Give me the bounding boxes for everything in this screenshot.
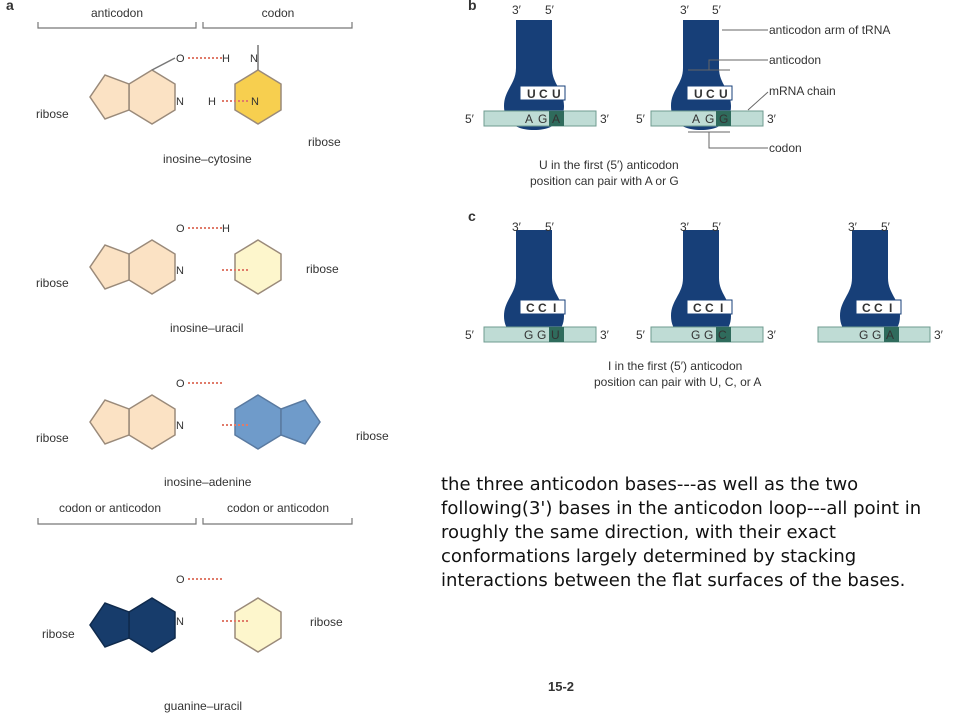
explanatory-caption: the three anticodon bases---as well as the two following(3') bases in the anticodon loop---all point in roughly the same direction, with their exact conformations largely determined by stacking interactions between the flat surfaces of the bases. xyxy=(441,474,922,591)
atom-labels xyxy=(176,53,259,628)
trna-c-2 xyxy=(636,220,777,342)
anticodon-base: C xyxy=(706,87,715,101)
ribose-label: ribose xyxy=(308,135,341,149)
svg-text:G: G xyxy=(524,328,534,342)
svg-text:3′: 3′ xyxy=(512,220,521,234)
ribose-label: ribose xyxy=(36,276,69,290)
trna-b-left xyxy=(465,3,610,130)
svg-text:C: C xyxy=(526,301,535,315)
svg-text:5′: 5′ xyxy=(545,3,554,17)
svg-text:3′: 3′ xyxy=(934,328,943,342)
pair-name: inosine–uracil xyxy=(170,321,244,335)
svg-text:5′: 5′ xyxy=(465,112,474,126)
svg-text:5′: 5′ xyxy=(636,112,645,126)
pair-guanine-uracil xyxy=(42,579,343,713)
panel-c-letter: c xyxy=(468,208,476,224)
svg-text:3′: 3′ xyxy=(680,3,689,17)
codon-base: A xyxy=(525,112,534,126)
svg-text:N: N xyxy=(176,616,184,628)
svg-text:N: N xyxy=(176,265,184,277)
pair-name: inosine–adenine xyxy=(164,475,252,489)
trna-b-right xyxy=(636,3,777,130)
svg-text:C: C xyxy=(705,301,714,315)
svg-text:3′: 3′ xyxy=(512,3,521,17)
svg-text:O: O xyxy=(176,223,185,235)
svg-text:G: G xyxy=(691,328,701,342)
inosine-ring xyxy=(90,395,175,449)
svg-text:C: C xyxy=(874,301,883,315)
svg-text:5′: 5′ xyxy=(465,328,474,342)
header-codon: codon xyxy=(261,6,295,20)
ribose-label: ribose xyxy=(36,431,69,445)
pair-name: guanine–uracil xyxy=(164,699,243,713)
panel-b-caption-2: position can pair with A or G xyxy=(530,174,679,188)
ribose-label: ribose xyxy=(42,627,75,641)
uracil-ring xyxy=(235,598,281,652)
panel-b-caption-1: U in the first (5′) anticodon xyxy=(539,158,679,172)
svg-text:C: C xyxy=(538,301,547,315)
svg-text:H: H xyxy=(222,223,230,235)
codon-bracket xyxy=(203,22,352,28)
page-number: 15-2 xyxy=(548,679,575,694)
codon-base: A xyxy=(692,112,701,126)
guanine-ring xyxy=(90,598,175,652)
panel-c-caption-1: I in the first (5′) anticodon xyxy=(608,359,743,373)
lower-header-right: codon or anticodon xyxy=(226,501,330,515)
lower-bracket-right xyxy=(203,518,352,524)
adenine-ring xyxy=(235,395,281,449)
uracil-ring xyxy=(235,240,281,294)
label-anticodon-arm: anticodon arm of tRNA xyxy=(769,23,891,37)
svg-text:3′: 3′ xyxy=(680,220,689,234)
panel-c-caption-2: position can pair with U, C, or A xyxy=(594,375,762,389)
svg-text:C: C xyxy=(862,301,871,315)
svg-text:H: H xyxy=(222,53,230,65)
codon-base: G xyxy=(719,112,729,126)
svg-text:O: O xyxy=(176,53,185,65)
svg-text:5′: 5′ xyxy=(881,220,890,234)
svg-text:N: N xyxy=(176,420,184,432)
anticodon-base: U xyxy=(527,87,536,101)
trna-c-3 xyxy=(818,220,944,342)
svg-text:G: G xyxy=(859,328,869,342)
ribose-label: ribose xyxy=(36,107,69,121)
ribose-label: ribose xyxy=(310,615,343,629)
svg-text:O: O xyxy=(176,378,185,390)
svg-text:3′: 3′ xyxy=(600,328,609,342)
svg-text:I: I xyxy=(720,301,724,315)
svg-text:3′: 3′ xyxy=(600,112,609,126)
lower-bracket-left xyxy=(38,518,196,524)
anticodon-bracket xyxy=(38,22,196,28)
inosine-ring xyxy=(90,70,175,124)
svg-text:I: I xyxy=(553,301,557,315)
lower-header-left: codon or anticodon xyxy=(58,501,162,515)
svg-text:5′: 5′ xyxy=(712,3,721,17)
label-anticodon: anticodon xyxy=(769,53,822,67)
anticodon-base: C xyxy=(539,87,548,101)
svg-text:O: O xyxy=(176,574,185,586)
pair-inosine-adenine xyxy=(36,383,389,489)
svg-text:A: A xyxy=(886,328,895,342)
pair-name: inosine–cytosine xyxy=(163,152,252,166)
pair-inosine-uracil xyxy=(36,228,339,335)
svg-text:C: C xyxy=(693,301,702,315)
svg-text:U: U xyxy=(551,328,560,342)
svg-text:C: C xyxy=(718,328,727,342)
svg-text:N: N xyxy=(176,96,184,108)
codon-base: A xyxy=(552,112,561,126)
anticodon-base: U xyxy=(552,87,561,101)
header-anticodon: anticodon xyxy=(90,6,144,20)
anticodon-base: U xyxy=(694,87,703,101)
codon-base: G xyxy=(705,112,715,126)
label-codon: codon xyxy=(769,141,802,155)
svg-text:3′: 3′ xyxy=(767,112,776,126)
svg-text:N: N xyxy=(251,96,259,108)
svg-text:3′: 3′ xyxy=(848,220,857,234)
anticodon-base: U xyxy=(719,87,728,101)
svg-text:G: G xyxy=(704,328,714,342)
svg-text:5′: 5′ xyxy=(545,220,554,234)
svg-text:N: N xyxy=(250,53,258,65)
svg-text:5′: 5′ xyxy=(712,220,721,234)
trna-c-1 xyxy=(465,220,610,342)
ribose-label: ribose xyxy=(306,262,339,276)
panel-b-letter: b xyxy=(468,0,477,13)
svg-text:I: I xyxy=(889,301,893,315)
svg-text:3′: 3′ xyxy=(767,328,776,342)
label-mrna-chain: mRNA chain xyxy=(769,84,836,98)
svg-text:5′: 5′ xyxy=(636,328,645,342)
inosine-ring xyxy=(90,240,175,294)
svg-text:G: G xyxy=(872,328,882,342)
panel-a-letter: a xyxy=(6,0,14,13)
svg-text:G: G xyxy=(537,328,547,342)
svg-text:H: H xyxy=(208,96,216,108)
codon-base: G xyxy=(538,112,548,126)
pair-inosine-cytosine xyxy=(36,45,341,166)
ribose-label: ribose xyxy=(356,429,389,443)
